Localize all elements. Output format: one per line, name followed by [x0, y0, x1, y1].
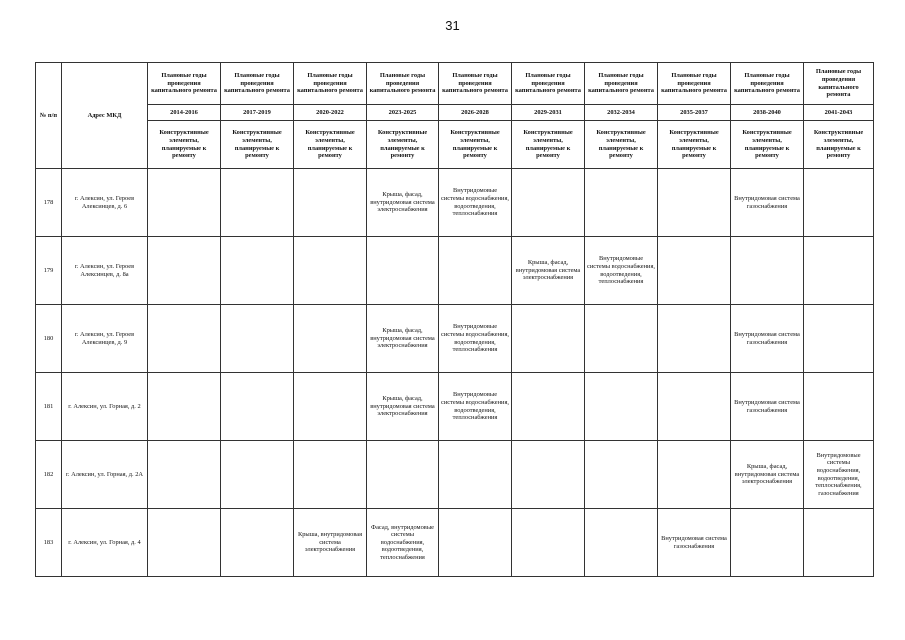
repair-elements-cell: [658, 305, 731, 373]
row-number: 181: [36, 373, 62, 441]
header-elements: Конструктивные элементы, планируемые к ремонту: [148, 121, 221, 169]
row-address: г. Алексин, ул. Героев Алексинцев, д. 8а: [62, 237, 148, 305]
header-period: 2017-2019: [221, 105, 294, 121]
repair-elements-cell: [804, 305, 874, 373]
table-row: [36, 169, 874, 237]
row-number: 180: [36, 305, 62, 373]
repair-elements-cell: [294, 305, 367, 373]
row-number: 182: [36, 441, 62, 509]
header-elements: Конструктивные элементы, планируемые к ремонту: [294, 121, 367, 169]
table-row: [36, 509, 874, 577]
repair-elements-cell: [367, 237, 439, 305]
header-period: 2032-2034: [585, 105, 658, 121]
repair-elements-cell: Внутридомовая система газоснабжения: [731, 169, 804, 237]
repair-elements-cell: Крыша, фасад, внутридомовая система электроснабжения: [367, 169, 439, 237]
repair-elements-cell: [221, 169, 294, 237]
repair-elements-cell: [221, 237, 294, 305]
header-period-title: Плановые годы проведения капитального ремонта: [367, 63, 439, 105]
repair-elements-cell: [148, 305, 221, 373]
header-period: 2026-2028: [439, 105, 512, 121]
repair-elements-cell: Крыша, фасад, внутридомовая система электроснабжения: [512, 237, 585, 305]
repair-elements-cell: [148, 169, 221, 237]
repair-elements-cell: [585, 373, 658, 441]
header-address: Адрес МКД: [62, 63, 148, 169]
header-elements: Конструктивные элементы, планируемые к ремонту: [585, 121, 658, 169]
repair-elements-cell: [221, 509, 294, 577]
table-row: [36, 305, 874, 373]
table-body: [36, 169, 874, 577]
repair-elements-cell: [585, 441, 658, 509]
row-address: г. Алексин, ул. Горная, д. 4: [62, 509, 148, 577]
header-period-title: Плановые годы проведения капитального ремонта: [658, 63, 731, 105]
repair-elements-cell: [294, 441, 367, 509]
table-row: [36, 441, 874, 509]
row-number: 178: [36, 169, 62, 237]
header-period: 2029-2031: [512, 105, 585, 121]
repair-elements-cell: [512, 169, 585, 237]
header-period: 2023-2025: [367, 105, 439, 121]
header-period-title: Плановые годы проведения капитального ремонта: [512, 63, 585, 105]
repair-elements-cell: Крыша, фасад, внутридомовая система электроснабжения: [367, 373, 439, 441]
repair-elements-cell: [148, 237, 221, 305]
header-period: 2035-2037: [658, 105, 731, 121]
repair-elements-cell: [148, 441, 221, 509]
header-period-title: Плановые годы проведения капитального ремонта: [294, 63, 367, 105]
repair-elements-cell: [294, 237, 367, 305]
header-period-title: Плановые годы проведения капитального ремонта: [731, 63, 804, 105]
repair-elements-cell: Внутридомовая система газоснабжения: [658, 509, 731, 577]
repair-elements-cell: Крыша, фасад, внутридомовая система электроснабжения: [731, 441, 804, 509]
repair-elements-cell: [439, 441, 512, 509]
repair-elements-cell: [148, 509, 221, 577]
header-elements: Конструктивные элементы, планируемые к ремонту: [439, 121, 512, 169]
repair-elements-cell: Внутридомовая система газоснабжения: [731, 373, 804, 441]
repair-elements-cell: [658, 441, 731, 509]
header-period-title: Плановые годы проведения капитального ремонта: [221, 63, 294, 105]
header-elements: Конструктивные элементы, планируемые к ремонту: [804, 121, 874, 169]
repair-elements-cell: [512, 305, 585, 373]
repair-elements-cell: [731, 237, 804, 305]
repair-elements-cell: [804, 509, 874, 577]
repair-elements-cell: [512, 509, 585, 577]
table-row: [36, 237, 874, 305]
repair-elements-cell: [148, 373, 221, 441]
header-period: 2014-2016: [148, 105, 221, 121]
repair-elements-cell: [221, 305, 294, 373]
repair-elements-cell: [804, 373, 874, 441]
row-address: г. Алексин, ул. Героев Алексинцев, д. 6: [62, 169, 148, 237]
repair-elements-cell: [731, 509, 804, 577]
page-number: 31: [445, 18, 460, 33]
header-period: 2038-2040: [731, 105, 804, 121]
repair-elements-cell: [294, 169, 367, 237]
header-elements: Конструктивные элементы, планируемые к ремонту: [512, 121, 585, 169]
header-period-title: Плановые годы проведения капитального ремонта: [585, 63, 658, 105]
repair-elements-cell: Внутридомовые системы водоснабжения, водоотведения, теплоснабжения: [585, 237, 658, 305]
repair-elements-cell: [367, 441, 439, 509]
repair-elements-cell: [221, 373, 294, 441]
capital-repair-table: [35, 62, 874, 577]
row-address: г. Алексин, ул. Героев Алексинцев, д. 9: [62, 305, 148, 373]
repair-elements-cell: Крыша, фасад, внутридомовая система электроснабжения: [367, 305, 439, 373]
row-address: г. Алексин, ул. Горная, д. 2А: [62, 441, 148, 509]
repair-elements-cell: Крыша, внутридомовая система электроснабжения: [294, 509, 367, 577]
repair-elements-cell: [658, 237, 731, 305]
header-row-elements: [36, 121, 874, 169]
repair-elements-cell: [658, 373, 731, 441]
repair-elements-cell: Внутридомовые системы водоснабжения, водоотведения, теплоснабжения, газоснабжения: [804, 441, 874, 509]
repair-elements-cell: [585, 509, 658, 577]
repair-elements-cell: Фасад, внутридомовые системы водоснабжения, водоотведения, теплоснабжения: [367, 509, 439, 577]
header-elements: Конструктивные элементы, планируемые к ремонту: [221, 121, 294, 169]
repair-elements-cell: [221, 441, 294, 509]
header-period-title: Плановые годы проведения капитального ремонта: [804, 63, 874, 105]
repair-elements-cell: [439, 237, 512, 305]
header-period-title: Плановые годы проведения капитального ремонта: [148, 63, 221, 105]
repair-elements-cell: [294, 373, 367, 441]
row-address: г. Алексин, ул. Горная, д. 2: [62, 373, 148, 441]
repair-elements-cell: [512, 373, 585, 441]
header-row-titles: [36, 63, 874, 105]
repair-elements-cell: [512, 441, 585, 509]
header-elements: Конструктивные элементы, планируемые к ремонту: [731, 121, 804, 169]
repair-elements-cell: Внутридомовые системы водоснабжения, водоотведения, теплоснабжения: [439, 373, 512, 441]
repair-elements-cell: [804, 237, 874, 305]
table-row: [36, 373, 874, 441]
repair-elements-cell: Внутридомовые системы водоснабжения, водоотведения, теплоснабжения: [439, 169, 512, 237]
repair-elements-cell: [658, 169, 731, 237]
repair-elements-cell: Внутридомовая система газоснабжения: [731, 305, 804, 373]
repair-elements-cell: [804, 169, 874, 237]
header-elements: Конструктивные элементы, планируемые к ремонту: [658, 121, 731, 169]
header-row-periods: [36, 105, 874, 121]
header-period: 2041-2043: [804, 105, 874, 121]
row-number: 179: [36, 237, 62, 305]
row-number: 183: [36, 509, 62, 577]
repair-elements-cell: [439, 509, 512, 577]
header-period-title: Плановые годы проведения капитального ремонта: [439, 63, 512, 105]
header-num: № п/п: [36, 63, 62, 169]
header-elements: Конструктивные элементы, планируемые к ремонту: [367, 121, 439, 169]
header-period: 2020-2022: [294, 105, 367, 121]
repair-elements-cell: [585, 169, 658, 237]
repair-elements-cell: [585, 305, 658, 373]
repair-elements-cell: Внутридомовые системы водоснабжения, водоотведения, теплоснабжения: [439, 305, 512, 373]
